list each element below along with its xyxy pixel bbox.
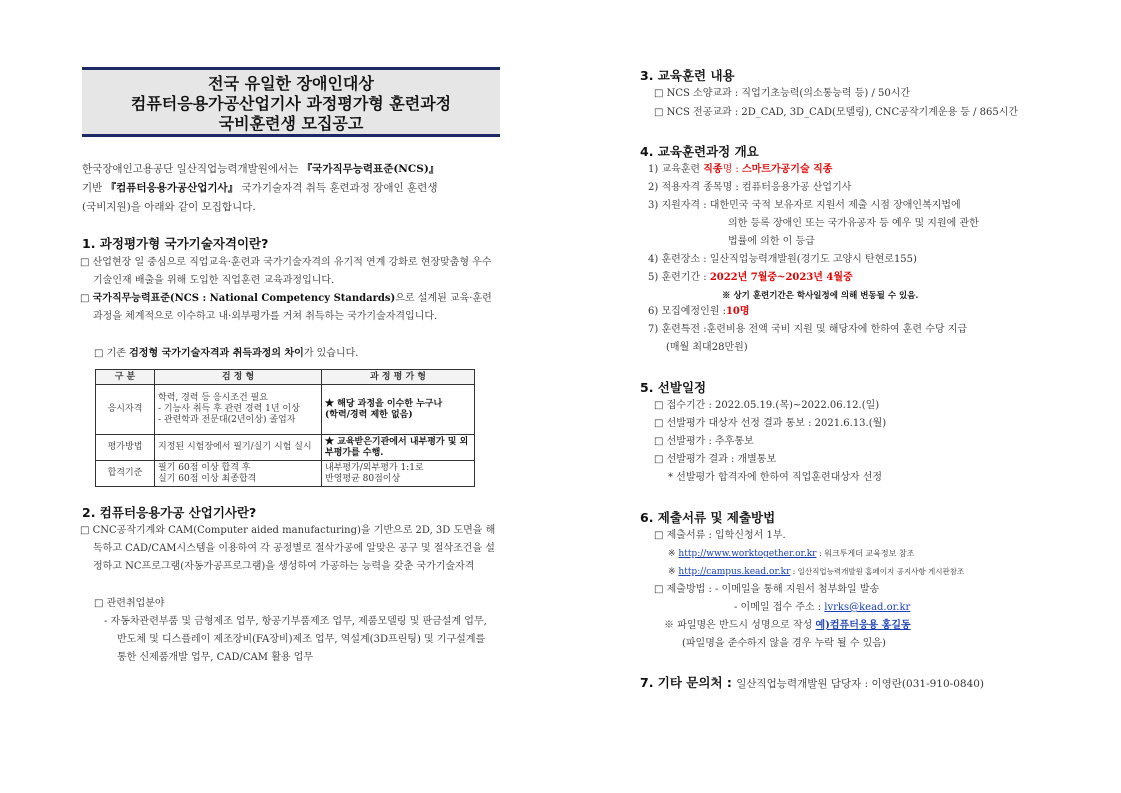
text: (매월 최대28만원) (666, 342, 748, 353)
title-banner (82, 67, 500, 137)
text: : 일산직업능력개발원 홈페이지 공지사항 게시판참조 (790, 567, 965, 576)
text: 6) 모집예정인원 : (648, 306, 726, 317)
table-cell: ★ 교육받은기관에서 내부평가 및 외부평가를 수행. (322, 435, 475, 461)
email-link[interactable]: lvrks@kead.or.kr (824, 602, 911, 613)
table-cell: 지정된 시험장에서 필기/실기 시험 실시 (155, 435, 322, 461)
intro-qualification: 『컴퓨터응용가공산업기사』 (105, 182, 239, 194)
section-5-heading: 5. 선발일정 (640, 380, 707, 395)
section-7-heading (640, 673, 984, 691)
contact-info: 일산직업능력개발원 담당자 : 이영란(031-910-0840) (736, 678, 985, 690)
section-2-heading: 2. 컴퓨터응용가공 산업기사란? (82, 505, 257, 520)
title-line-1: 전국 유일한 장애인대상 (208, 74, 374, 93)
text: 1) 교육훈련 (648, 164, 704, 175)
text: : 워크투게더 교육정보 참조 (816, 549, 915, 558)
text: ※ (668, 567, 679, 577)
intro-paragraph (82, 160, 502, 217)
table-header: 과 정 평 가 형 (322, 370, 475, 385)
highlight: 직종 (703, 164, 723, 175)
s5-p3: □ 선발평가 : 추후통보 (654, 436, 754, 447)
table-header-row (96, 370, 475, 385)
worktogether-link[interactable]: http://www.worktogether.or.kr (678, 549, 817, 559)
title-line-3: 국비훈련생 모집공고 (218, 114, 364, 133)
s1-p3 (80, 345, 494, 363)
table-cell: 평가방법 (96, 435, 155, 461)
s4-item-5 (648, 269, 1068, 287)
cell-line: (학력/경력 제한 없음) (325, 409, 413, 420)
text: ※ 파일명은 반드시 성명으로 작성 (664, 620, 816, 631)
s2-p2: □ 관련취업분야 (94, 598, 165, 609)
s1-p2 (80, 290, 493, 326)
section-7-title: 7. 기타 문의처 : (640, 675, 737, 690)
cell-line: 내부평가/외부평가 1:1로 (325, 462, 424, 473)
table-row (96, 461, 475, 487)
emphasis: 검정형 국가기술자격과 취득과정의 차이 (129, 348, 304, 359)
text: 명 : (722, 164, 742, 175)
comparison-table (95, 369, 475, 487)
section-3-heading: 3. 교육훈련 내용 (640, 68, 735, 83)
s6-p5: (파일명을 준수하지 않을 경우 누락 될 수 있음) (682, 638, 886, 649)
s5-p4: □ 선발평가 결과 : 개별통보 (654, 454, 777, 465)
intro-ncs: 『국가직무능력표준(NCS)』 (301, 163, 440, 175)
text: - 이메일 접수 주소 : (734, 602, 825, 613)
cell-line: ★ 해당 과정을 이수한 누구나 (325, 398, 443, 409)
section-4-heading: 4. 교육훈련과정 개요 (640, 144, 759, 159)
s3-p1: □ NCS 소양교과 : 직업기초능력(의소통능력 등) / 50시간 (654, 88, 911, 99)
cell-line: - 관련학과 전문대(2년이상) 졸업자 (158, 415, 296, 425)
table-header: 구 분 (96, 370, 155, 385)
s4-item-6 (648, 303, 1068, 321)
s1-p1: □ 산업현장 일 중심으로 직업교육·훈련과 국가기술자격의 유기적 연계 강화로 현장맞춤형 우수 기술인재 배출을 위해 도입한 직업훈련 교육과정입니다. (80, 257, 492, 286)
text: 5) 훈련기간 : (648, 272, 710, 283)
text: 3) 지원자격 : 대한민국 국적 보유자로 지원서 제출 시점 장애인복지법에 (648, 200, 961, 211)
s6-p1: □ 제출서류 : 입학신청서 1부. (654, 530, 786, 541)
text: 7) 훈련특전 :훈련비용 전액 국비 지원 및 해당자에 한하여 훈련 수당 지급 (648, 324, 968, 335)
table-cell (155, 461, 322, 487)
s5-p5: * 선발평가 합격자에 한하여 직업훈련대상자 선정 (668, 472, 883, 483)
table-cell (322, 461, 475, 487)
s6-p4 (664, 617, 1064, 635)
table-cell: 합격기준 (96, 461, 155, 487)
s2-p3: - 자동차관련부품 및 금형제조 업무, 항공기부품제조 업무, 제품모델링 및 판금설계 업무, 반도체 및 디스플레이 제조장비(FA장비)제조 업무, 역설계(3D프린팅) 및 기구설계를 통한 신제품개발 업무, CAD/CAM 활용 업무 (104, 616, 487, 663)
s6-link-1 (668, 545, 1068, 563)
bullet: □ (80, 293, 93, 304)
intro-text: 국가기술자격 취득 훈련과정 장애인 훈련생 (238, 182, 438, 194)
s4-item-2: 2) 적용자격 종목명 : 컴퓨터응용가공 산업기사 (648, 182, 852, 193)
s5-p1: □ 접수기간 : 2022.05.19.(목)~2022.06.12.(일) (654, 400, 880, 411)
s6-p2: □ 제출방법 : - 이메일을 통해 지원서 첨부화일 발송 (654, 584, 880, 595)
campus-link[interactable]: http://campus.kead.or.kr (678, 567, 791, 577)
cell-line: 실기 60점 이상 최종합격 (158, 473, 257, 484)
intro-text: (국비지원)을 아래와 같이 모집합니다. (82, 201, 256, 213)
s4-note: ※ 상기 훈련기간은 학사일정에 의해 변동될 수 있음. (722, 291, 919, 301)
s4-item-7 (648, 321, 1068, 357)
filename-example: 예)컴퓨터응용 홍길동 (815, 620, 911, 631)
section-1-heading: 1. 과정평가형 국가기술자격이란? (82, 236, 269, 251)
highlight: 2022년 7월중~2023년 4월중 (709, 272, 853, 283)
highlight: 10명 (725, 306, 750, 317)
s4-item-1 (648, 161, 1068, 179)
intro-text: 한국장애인고용공단 일산직업능력개발원에서는 (82, 163, 302, 175)
text: ※ (668, 549, 679, 559)
s5-p2: □ 선발평가 대상자 선정 결과 통보 : 2021.6.13.(월) (654, 418, 887, 429)
text: 가 있습니다. (303, 348, 359, 359)
s3-p2: □ NCS 전공교과 : 2D_CAD, 3D_CAD(모델링), CNC공작기계운용 등 / 865시간 (654, 107, 1019, 118)
section-6-heading: 6. 제출서류 및 제출방법 (640, 510, 776, 525)
table-cell (155, 385, 322, 435)
text: 법률에 의한 이 등급 (728, 236, 815, 247)
text: 으로 설계된 교육·훈련과정을 체계적으로 이수하고 내·외부평가를 거쳐 취득하는 국가기술자격입니다. (93, 293, 492, 322)
table-row (96, 385, 475, 435)
table-header: 검 정 형 (155, 370, 322, 385)
text: 의한 등록 장애인 또는 국가유공자 등 예우 및 지원에 관한 (728, 218, 979, 229)
s4-item-3 (648, 197, 1068, 251)
text: □ 기존 (94, 348, 130, 359)
highlight: 스마트가공기술 직종 (741, 164, 833, 175)
cell-line: 필기 60점 이상 합격 후 (158, 462, 251, 473)
ncs-term: 국가직무능력표준(NCS : National Competency Standards) (92, 293, 396, 304)
cell-line: 반영평균 80점이상 (325, 473, 401, 484)
s4-item-4: 4) 훈련장소 : 일산직업능력개발원(경기도 고양시 탄현로155) (648, 254, 917, 265)
table-cell: 응시자격 (96, 385, 155, 435)
table-cell (322, 385, 475, 435)
title-line-2: 컴퓨터응용가공산업기사 과정평가형 훈련과정 (130, 94, 452, 113)
s6-p3 (734, 599, 1064, 617)
s6-link-2 (668, 563, 1068, 581)
cell-line: 학력, 경력 등 응시조건 필요 (158, 393, 268, 403)
table-row (96, 435, 475, 461)
intro-text: 기반 (82, 182, 106, 194)
s2-p1: □ CNC공작기계와 CAM(Computer aided manufacturing)을 기반으로 2D, 3D 도면을 해독하고 CAD/CAM시스템을 이용하여 각 공정별로 절삭가공에 알맞은 공구 및 절삭조건을 설정하고 NC프로그램(자동가공프로그램)을 생성하여 가공하는 능력을 갖춘 국가기술자격 (80, 525, 496, 572)
cell-line: - 기능사 취득 후 관련 경력 1년 이상 (158, 404, 300, 414)
